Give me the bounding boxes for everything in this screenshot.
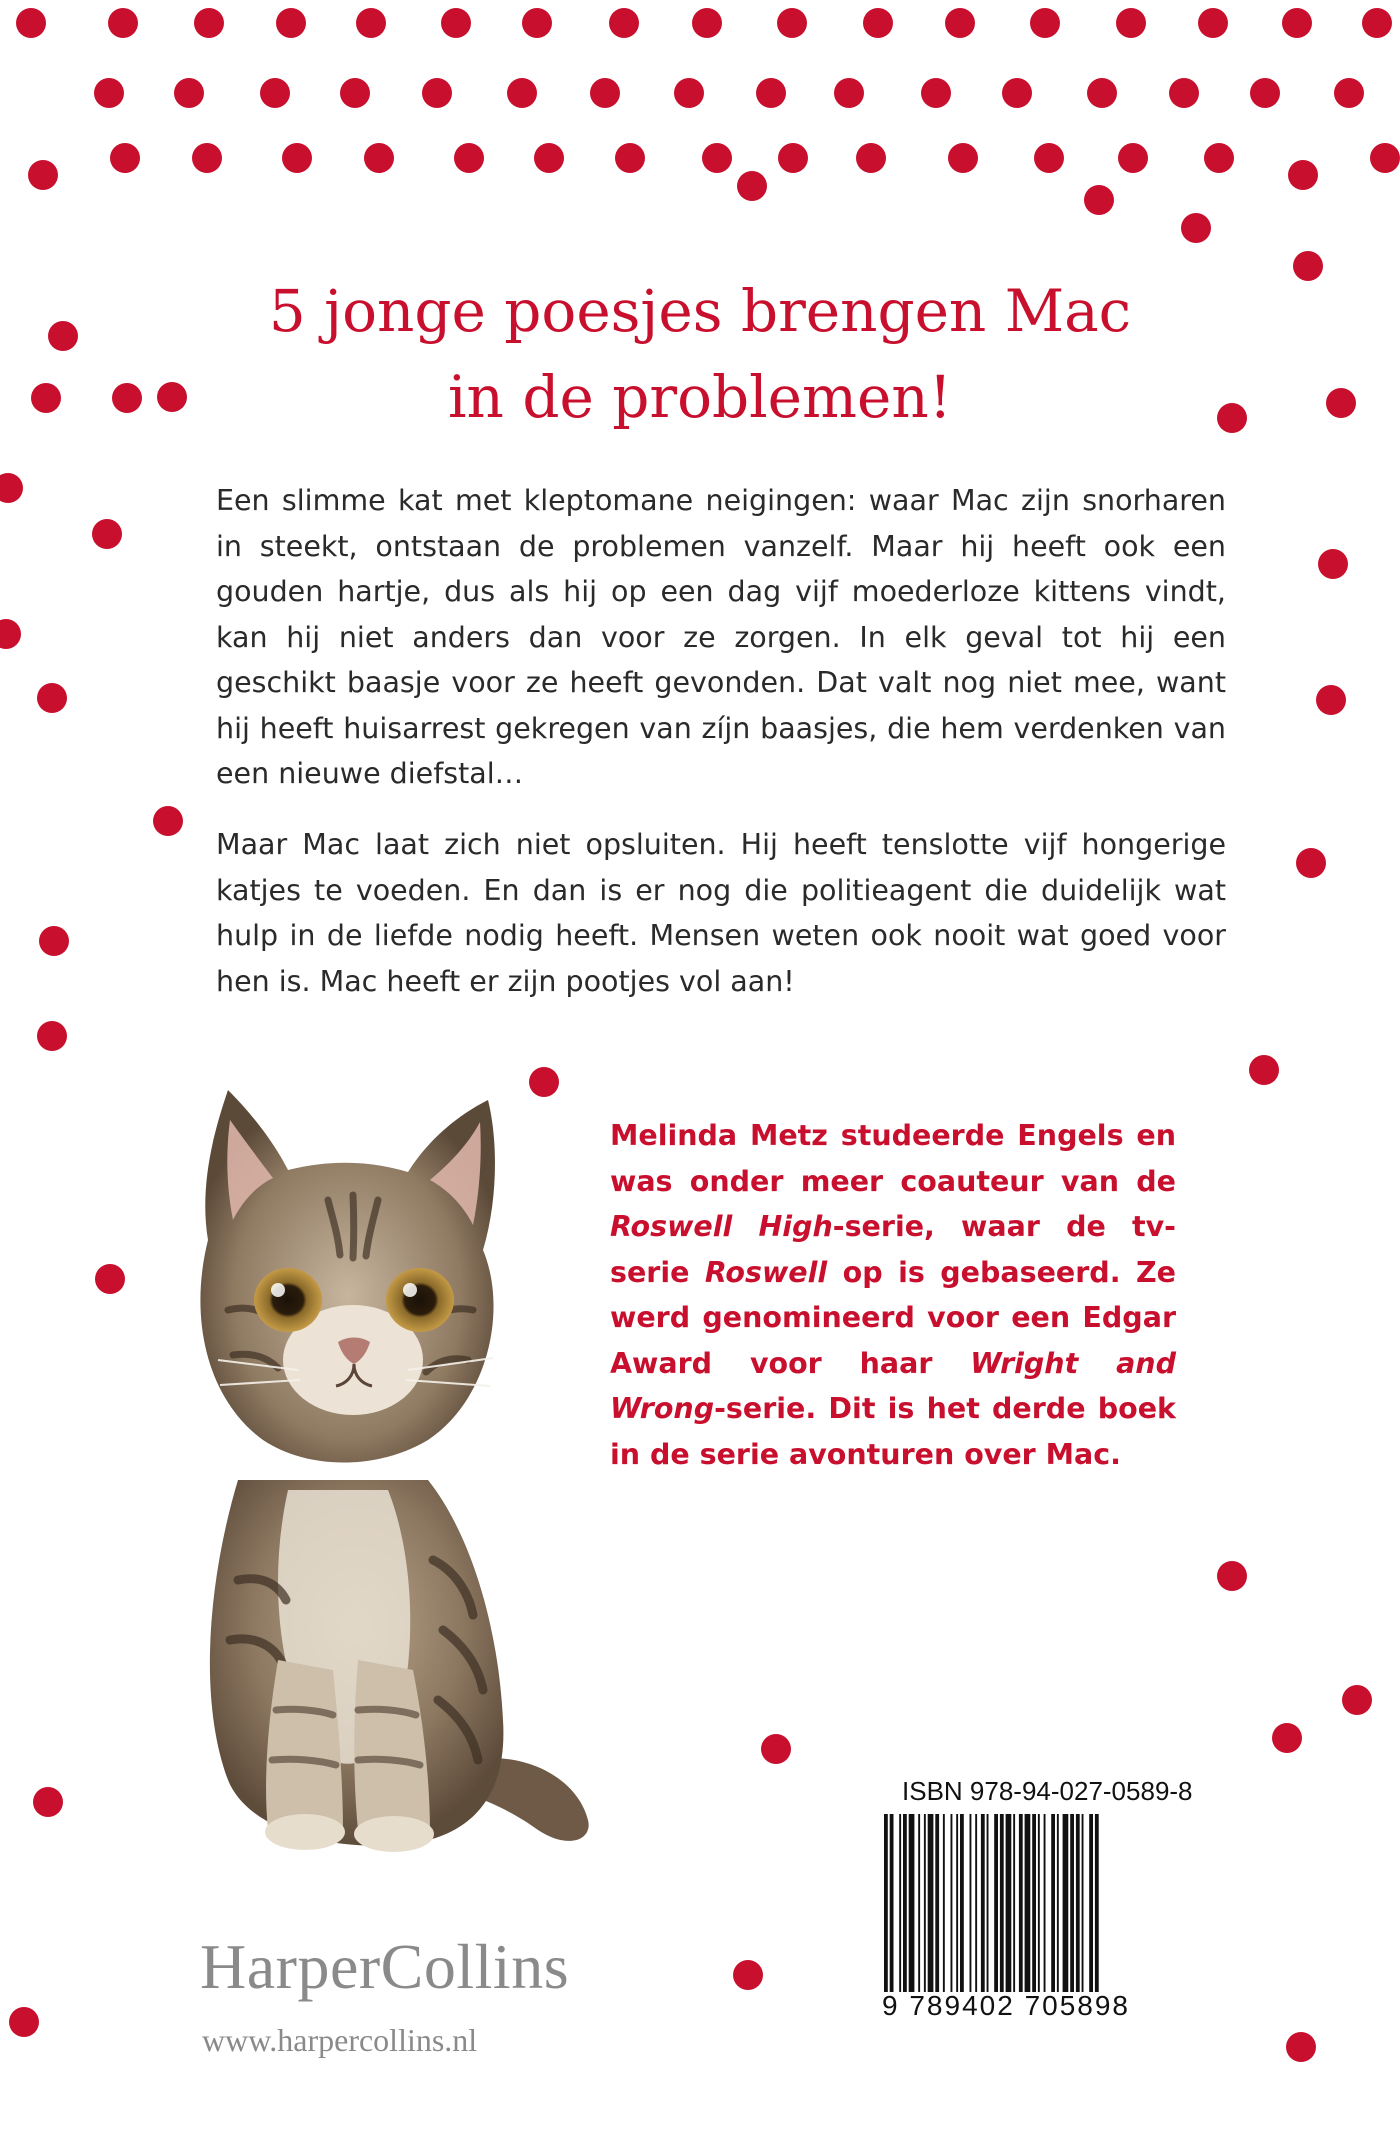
polka-dot: [48, 321, 78, 351]
polka-dot: [364, 143, 394, 173]
polka-dot: [108, 8, 138, 38]
headline-line-2: in de problemen!: [448, 363, 952, 431]
polka-dot: [276, 8, 306, 38]
polka-dot: [1293, 251, 1323, 281]
polka-dot: [340, 78, 370, 108]
barcode-bar: [1025, 1814, 1031, 1992]
polka-dot: [1370, 143, 1400, 173]
polka-dot: [921, 78, 951, 108]
polka-dot: [1116, 8, 1146, 38]
barcode-bar: [1089, 1814, 1093, 1992]
author-bio-part-4: -serie. Dit is het derde boek in de serie avonturen over Mac.: [610, 1392, 1176, 1471]
publisher-logo: HarperCollins: [200, 1931, 570, 2002]
polka-dot: [9, 2007, 39, 2037]
polka-dot: [153, 806, 183, 836]
polka-dot: [174, 78, 204, 108]
polka-dot: [39, 926, 69, 956]
polka-dot: [522, 8, 552, 38]
polka-dot: [1034, 143, 1064, 173]
polka-dot: [282, 143, 312, 173]
kitten-photo: [168, 1060, 608, 1860]
barcode-bar: [1000, 1814, 1004, 1992]
polka-dot: [194, 8, 224, 38]
polka-dot: [590, 78, 620, 108]
polka-dot: [1198, 8, 1228, 38]
polka-dot: [1217, 1561, 1247, 1591]
series-title-roswell-high: Roswell High: [610, 1210, 833, 1243]
barcode-bar: [994, 1814, 998, 1992]
polka-dot: [454, 143, 484, 173]
polka-dot: [761, 1734, 791, 1764]
barcode-bar: [899, 1814, 901, 1992]
polka-dot: [1318, 549, 1348, 579]
barcode-bar: [924, 1814, 926, 1992]
barcode-bar: [970, 1814, 972, 1992]
polka-dot: [192, 143, 222, 173]
barcode-bar: [1006, 1814, 1012, 1992]
polka-dot: [356, 8, 386, 38]
polka-dot: [1002, 78, 1032, 108]
polka-dot: [16, 8, 46, 38]
barcode-bar: [928, 1814, 934, 1992]
barcode-digits: 9 789402 705898: [882, 1990, 1130, 2021]
barcode-bar: [890, 1814, 894, 1992]
barcode-bar: [909, 1814, 915, 1992]
polka-dot: [0, 619, 21, 649]
polka-dot: [507, 78, 537, 108]
polka-dot: [37, 1021, 67, 1051]
polka-dot: [1316, 685, 1346, 715]
barcode-bar: [1019, 1814, 1023, 1992]
polka-dot: [1326, 388, 1356, 418]
barcode-bar: [918, 1814, 920, 1992]
barcode-bar: [1013, 1814, 1015, 1992]
polka-dot: [1342, 1685, 1372, 1715]
polka-dot: [1334, 78, 1364, 108]
author-bio-part-1: Melinda Metz studeerde Engels en was onder meer coauteur van de: [610, 1119, 1176, 1198]
polka-dot: [33, 1787, 63, 1817]
polka-dot: [92, 519, 122, 549]
barcode-bar: [956, 1814, 958, 1992]
polka-dot: [94, 78, 124, 108]
headline: [150, 268, 1250, 440]
polka-dot: [702, 143, 732, 173]
polka-dot: [945, 8, 975, 38]
barcode-bar: [1032, 1814, 1036, 1992]
blurb-paragraph-1: Een slimme kat met kleptomane neigingen: waar Mac zijn snorharen in steekt, ontstaan de problemen vanzelf. Maar hij heeft ook een gouden hartje, dus als hij op een dag vijf moederloze kittens vindt, kan hij niet anders dan voor ze zorgen. In elk geval tot hij een geschikt baasje voor ze heeft gevonden. Dat valt nog niet mee, want hij heeft huisarrest gekregen van zíjn baasjes, die hem verdenken van een nieuwe diefstal…: [216, 484, 1226, 790]
author-bio: [610, 1113, 1176, 1477]
polka-dot: [1296, 848, 1326, 878]
barcode-bar: [1044, 1814, 1046, 1992]
barcode-bar: [935, 1814, 939, 1992]
polka-dot: [1249, 1055, 1279, 1085]
polka-dot: [1250, 78, 1280, 108]
polka-dot: [95, 1264, 125, 1294]
barcode-bar: [1082, 1814, 1084, 1992]
polka-dot: [692, 8, 722, 38]
series-title-wright-and-wrong: Wright and Wrong: [610, 1346, 1176, 1425]
polka-dot: [1030, 8, 1060, 38]
isbn-barcode: [882, 1814, 1148, 1992]
blurb-paragraph-2: Maar Mac laat zich niet opsluiten. Hij heeft tenslotte vijf hongerige katjes te voeden. En dan is er nog die politieagent die duidelijk wat hulp in de liefde nodig heeft. Mensen weten ook nooit wat goed voor hen is. Mac heeft er zijn pootjes vol aan!: [216, 828, 1226, 998]
barcode-bar: [975, 1814, 977, 1992]
polka-dot: [1181, 213, 1211, 243]
barcode-bar: [1038, 1814, 1040, 1992]
polka-dot: [1288, 160, 1318, 190]
isbn-label: ISBN 978-94-027-0589-8: [902, 1776, 1193, 1806]
barcode-bar: [903, 1814, 907, 1992]
author-bio-part-3: op is gebaseerd. Ze werd genomineerd voor een Edgar Award voor haar: [610, 1255, 1176, 1380]
publisher-url[interactable]: www.harpercollins.nl: [202, 2022, 478, 2058]
headline-line-1: 5 jonge poesjes brengen Mac: [268, 277, 1132, 345]
polka-dot: [615, 143, 645, 173]
polka-dot: [733, 1960, 763, 1990]
polka-dot: [756, 78, 786, 108]
polka-dot: [441, 8, 471, 38]
polka-dot: [110, 143, 140, 173]
polka-dot: [834, 78, 864, 108]
polka-dot: [28, 160, 58, 190]
polka-dot: [1118, 143, 1148, 173]
polka-dot: [856, 143, 886, 173]
barcode-bar: [1057, 1814, 1059, 1992]
barcode-bar: [987, 1814, 989, 1992]
barcode-bar: [960, 1814, 964, 1992]
barcode-bar: [1051, 1814, 1055, 1992]
polka-dot: [1272, 1723, 1302, 1753]
polka-dot: [777, 8, 807, 38]
polka-dot: [1204, 143, 1234, 173]
series-title-roswell: Roswell: [704, 1255, 828, 1289]
polka-dot: [112, 383, 142, 413]
barcode-bar: [1070, 1814, 1074, 1992]
polka-dot: [1169, 78, 1199, 108]
polka-dot: [737, 171, 767, 201]
barcode-bar: [1095, 1814, 1099, 1992]
polka-dot: [31, 383, 61, 413]
barcode-bar: [884, 1814, 888, 1992]
polka-dot: [260, 78, 290, 108]
polka-dot: [674, 78, 704, 108]
barcode-bar: [981, 1814, 985, 1992]
polka-dot: [948, 143, 978, 173]
polka-dot: [1282, 8, 1312, 38]
polka-dot: [863, 8, 893, 38]
polka-dot: [534, 143, 564, 173]
polka-dot: [0, 473, 23, 503]
barcode-bar: [951, 1814, 953, 1992]
polka-dot: [1286, 2032, 1316, 2062]
polka-dot: [422, 78, 452, 108]
polka-dot: [778, 143, 808, 173]
polka-dot: [1084, 185, 1114, 215]
polka-dot: [1087, 78, 1117, 108]
polka-dot: [609, 8, 639, 38]
barcode-bar: [1063, 1814, 1069, 1992]
author-bio-part-2: -serie, waar de tv-serie: [610, 1210, 1177, 1289]
barcode-bar: [943, 1814, 945, 1992]
polka-dot: [37, 683, 67, 713]
barcode-bar: [1076, 1814, 1080, 1992]
polka-dot: [1362, 8, 1392, 38]
